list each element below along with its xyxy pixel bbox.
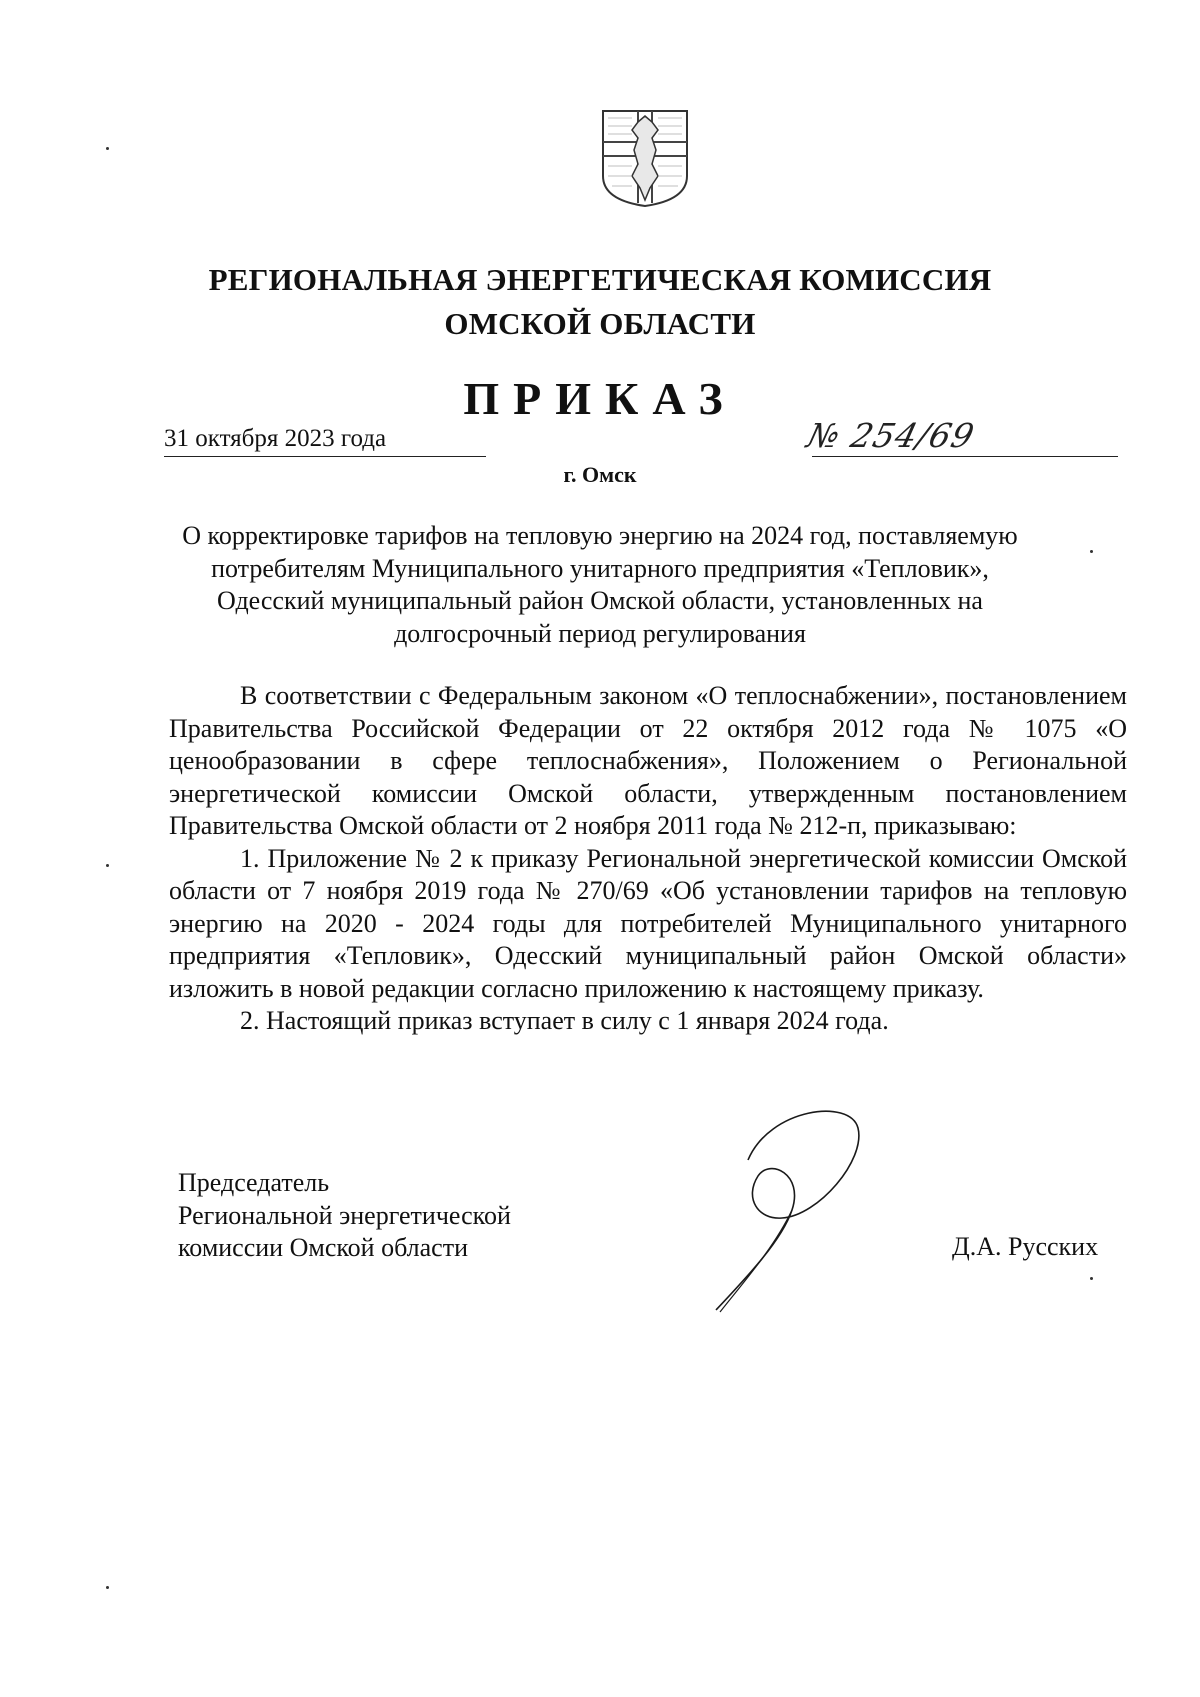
body-paragraph-item-1: 1. Приложение № 2 к приказу Региональной энергетической комиссии Омской области от 7 ноября 2019 года № 270/69 «Об установлении тарифов на тепловую энергию на 2020 - 2024 годы для потребителей Муниципального унитарного предприятия «Тепловик», Одесский муниципальный район Омской области» изложить в новой редакции согласно приложению к настоящему приказу. — [169, 843, 1127, 1003]
body-paragraph-item-2: 2. Настоящий приказ вступает в силу с 1 января 2024 года. — [240, 1006, 889, 1035]
scan-speck — [106, 1586, 109, 1589]
document-number: № 254/69 — [803, 416, 979, 455]
body-paragraph-preamble: В соответствии с Федеральным законом «О теплоснабжении», постановлением Правительства Российской Федерации от 22 октября 2012 года № 1075 «О ценообразовании в сфере теплоснабжения», Положением о Региональной энергетической комиссии Омской области, утвержденным постановлением Правительства Омской области от 2 ноября 2011 года № 212-п, приказываю: — [169, 681, 1127, 840]
scan-speck — [1090, 1277, 1093, 1280]
document-type-title: ПРИКАЗ — [463, 373, 737, 424]
authority-line-2: ОМСКОЙ ОБЛАСТИ — [444, 306, 756, 341]
signatory-position — [178, 1167, 511, 1265]
authority-line-1: РЕГИОНАЛЬНАЯ ЭНЕРГЕТИЧЕСКАЯ КОМИССИЯ — [208, 262, 992, 297]
scan-speck — [106, 147, 109, 150]
document-city: г. Омск — [563, 462, 637, 487]
coat-of-arms-emblem — [600, 108, 690, 208]
signatory-position-line: Региональной энергетической — [178, 1200, 511, 1230]
document-body — [169, 680, 1127, 1038]
scan-speck — [1090, 550, 1093, 553]
handwritten-signature — [700, 1098, 880, 1318]
document-date: 31 октября 2023 года — [164, 425, 486, 457]
signatory-position-line: Председатель — [178, 1168, 330, 1197]
signatory-position-line: комиссии Омской области — [178, 1233, 468, 1262]
authority-heading — [150, 258, 1050, 346]
signatory-name: Д.А. Русских — [952, 1232, 1099, 1261]
scan-speck — [106, 864, 109, 867]
document-subject: О корректировке тарифов на тепловую энергию на 2024 год, поставляемую потребителям Муниципального унитарного предприятия «Тепловик», Одесский муниципальный район Омской области, установленных на долгосрочный период регулирования — [182, 521, 1018, 648]
